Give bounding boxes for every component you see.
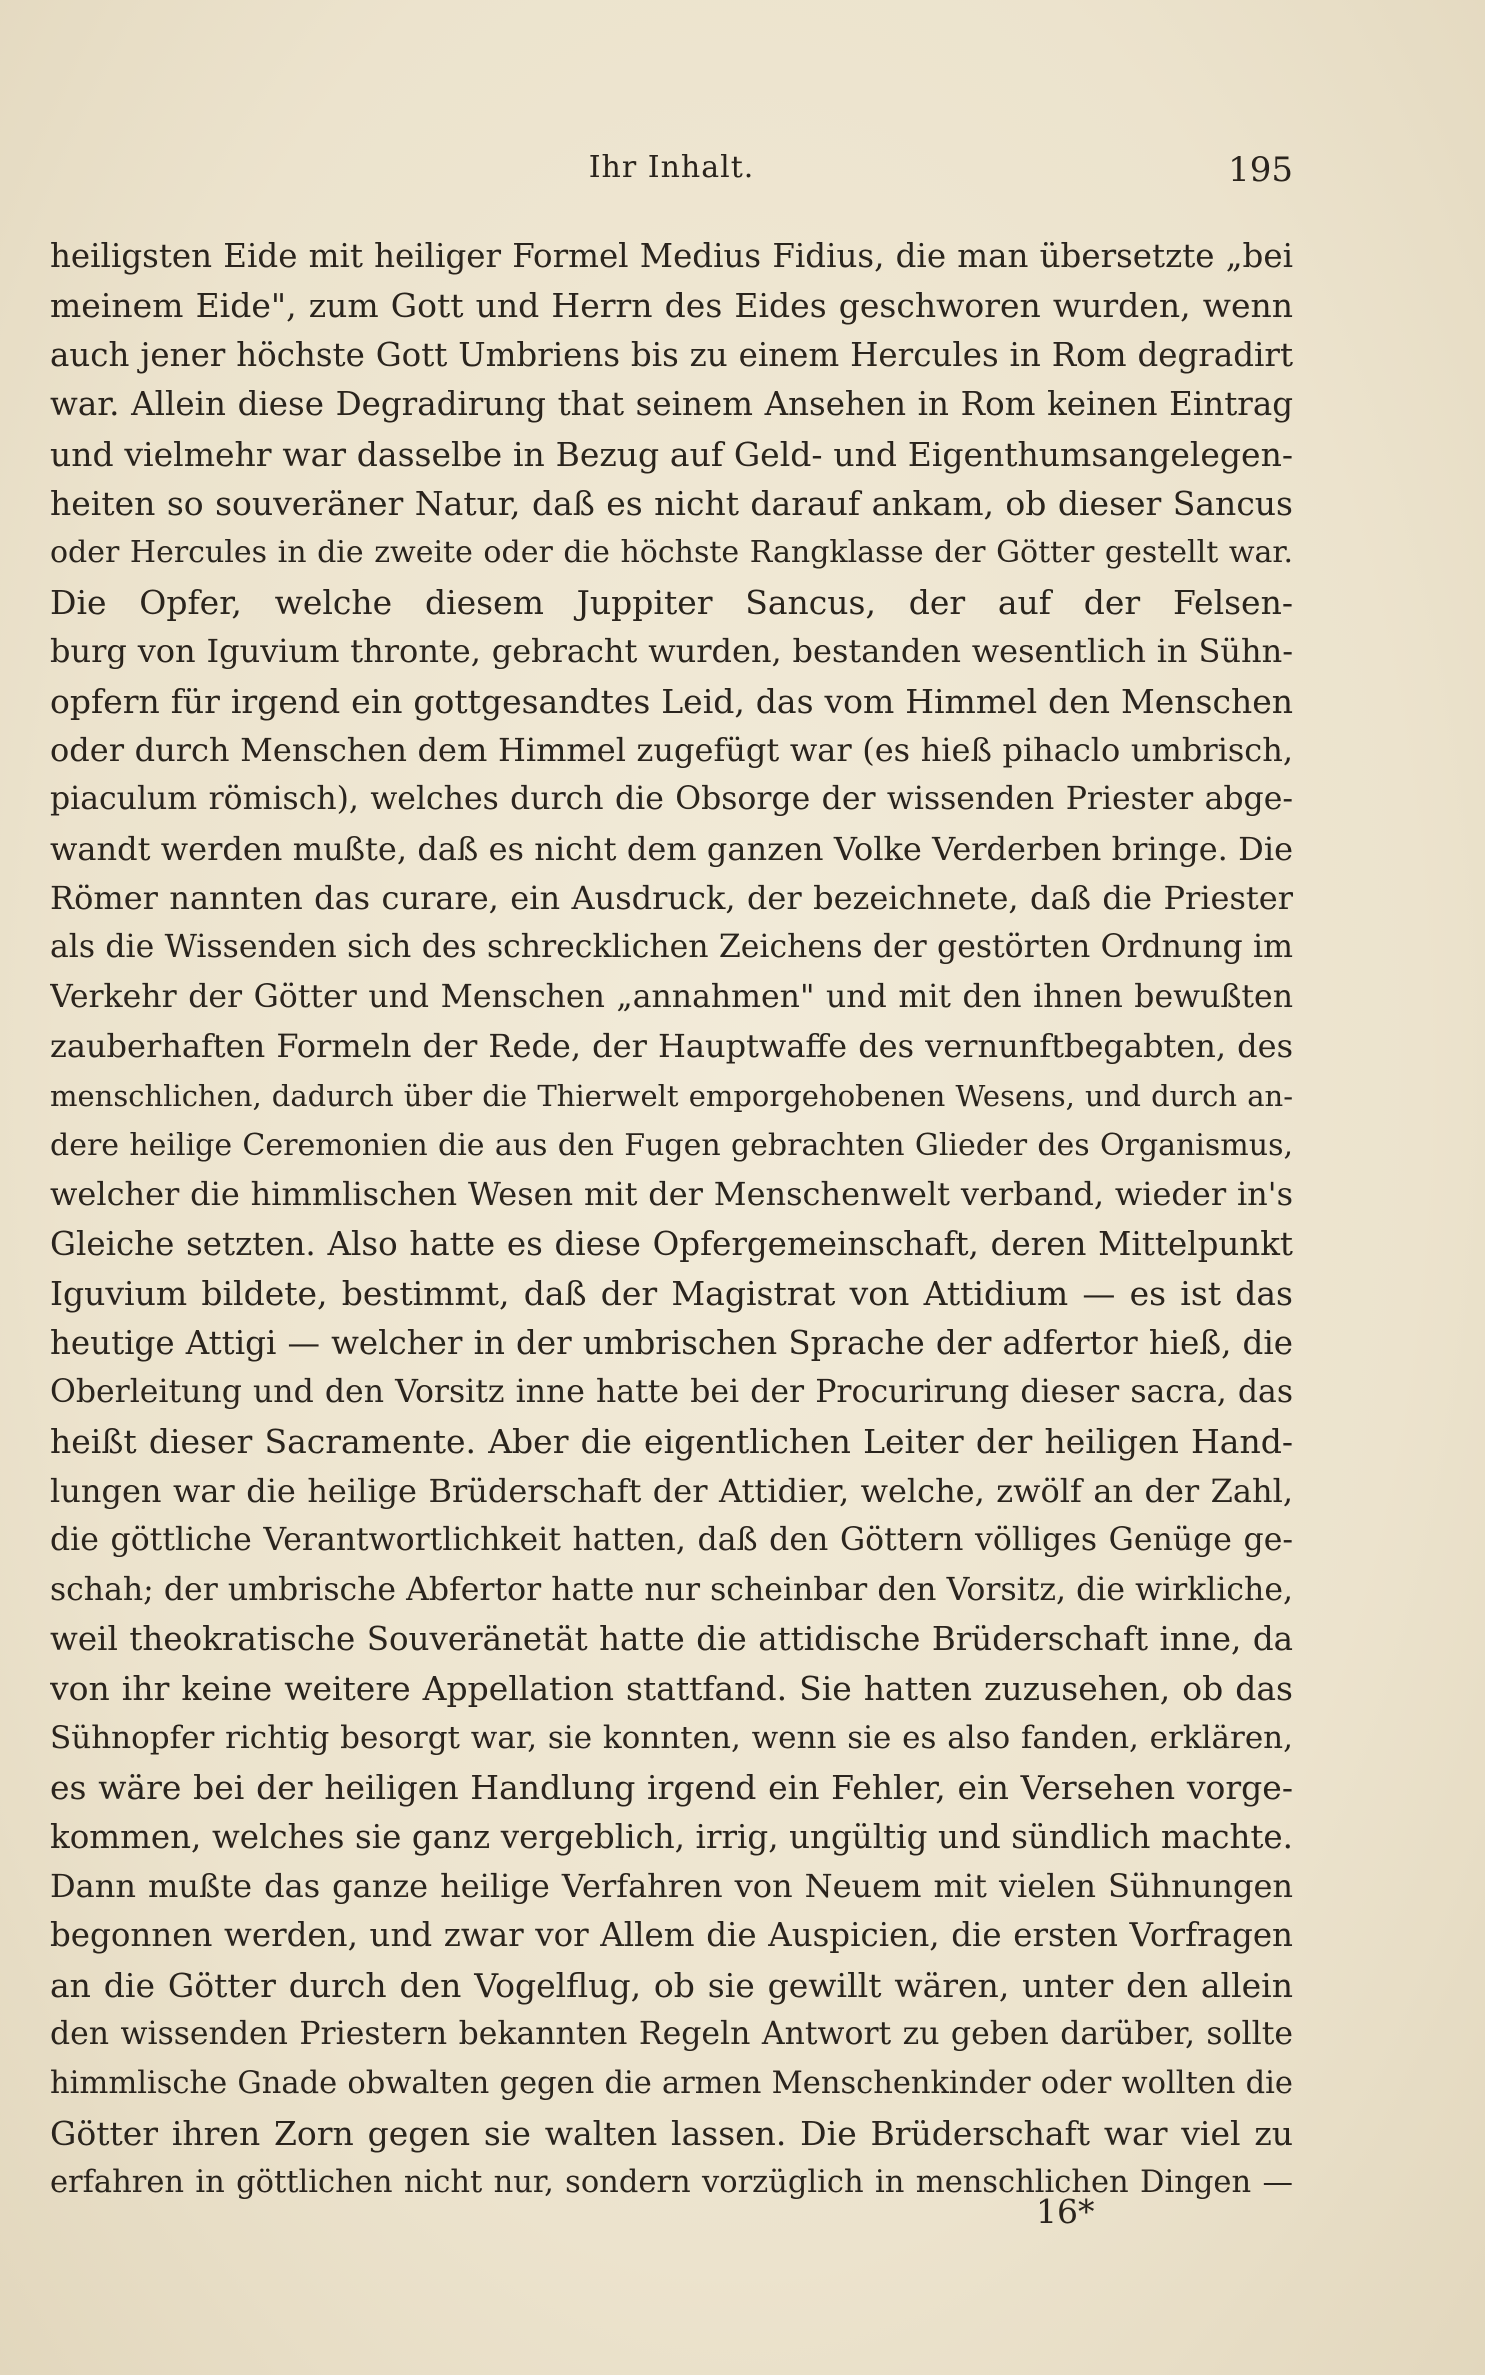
text-line: Die Opfer, welche diesem Juppiter Sancus, der auf der Felsen-	[50, 582, 1293, 622]
text-line: heiligsten Eide mit heiliger Formel Medius Fidius, die man übersetzte „bei	[50, 237, 1293, 275]
text-line: heißt dieser Sacramente. Aber die eigentlichen Leiter der heiligen Hand-	[50, 1422, 1293, 1462]
text-line: dere heilige Ceremonien die aus den Fugen gebrachten Glieder des Organismus,	[50, 1128, 1293, 1164]
page-number: 195	[1228, 150, 1293, 190]
text-line: Oberleitung und den Vorsitz inne hatte bei der Procurirung dieser sacra, das	[50, 1373, 1293, 1410]
text-line: Iguvium bildete, bestimmt, daß der Magistrat von Attidium — es ist das	[50, 1274, 1293, 1314]
text-line: burg von Iguvium thronte, gebracht wurden, bestanden wesentlich in Sühn-	[50, 632, 1293, 671]
text-line: weil theokratische Souveränetät hatte die attidische Brüderschaft inne, da	[50, 1619, 1293, 1658]
text-line: oder Hercules in die zweite oder die höchste Rangklasse der Götter gestellt war.	[50, 535, 1293, 571]
page-header	[50, 150, 1293, 200]
text-line: kommen, welches sie ganz vergeblich, irrig, ungültig und sündlich machte.	[50, 1817, 1293, 1856]
text-line: an die Götter durch den Vogelflug, ob sie gewillt wären, unter den allein	[50, 1965, 1293, 2005]
text-line: piaculum römisch), welches durch die Obsorge der wissenden Priester abge-	[50, 781, 1293, 818]
text-line: lungen war die heilige Brüderschaft der Attidier, welche, zwölf an der Zahl,	[50, 1471, 1293, 1510]
text-line: als die Wissenden sich des schrecklichen Zeichens der gestörten Ordnung im	[50, 929, 1293, 966]
text-line: schah; der umbrische Abfertor hatte nur scheinbar den Vorsitz, die wirkliche,	[50, 1571, 1293, 1608]
text-line: Verkehr der Götter und Menschen „annahmen" und mit den ihnen bewußten	[50, 978, 1293, 1015]
text-line: heutige Attigi — welcher in der umbrischen Sprache der adfertor hieß, die	[50, 1323, 1293, 1362]
text-line: auch jener höchste Gott Umbriens bis zu einem Hercules in Rom degradirt	[50, 335, 1293, 374]
text-line: heiten so souveräner Natur, daß es nicht darauf ankam, ob dieser Sancus	[50, 483, 1293, 523]
text-line: Gleiche setzten. Also hatte es diese Opfergemeinschaft, deren Mittelpunkt	[50, 1224, 1293, 1263]
text-line: von ihr keine weitere Appellation stattfand. Sie hatten zuzusehen, ob das	[50, 1669, 1293, 1709]
body-text	[50, 232, 1293, 2208]
text-line: menschlichen, dadurch über die Thierwelt emporgehobenen Wesens, und durch an-	[50, 1078, 1293, 1113]
text-line: erfahren in göttlichen nicht nur, sondern vorzüglich in menschlichen Dingen —	[50, 2165, 1293, 2201]
text-line: Sühnopfer richtig besorgt war, sie konnten, wenn sie es also fanden, erklären,	[50, 1719, 1293, 1756]
text-line: opfern für irgend ein gottgesandtes Leid, das vom Himmel den Menschen	[50, 681, 1293, 721]
running-head: Ihr Inhalt.	[588, 150, 755, 185]
text-line: und vielmehr war dasselbe in Bezug auf Geld- und Eigenthumsangelegen-	[50, 434, 1293, 474]
text-line: zauberhaften Formeln der Rede, der Hauptwaffe des vernunftbegabten, des	[50, 1027, 1293, 1066]
signature-mark: 16*	[1036, 2192, 1095, 2231]
text-line: die göttliche Verantwortlichkeit hatten, daß den Göttern völliges Genüge ge-	[50, 1522, 1293, 1559]
text-line: Dann mußte das ganze heilige Verfahren von Neuem mit vielen Sühnungen	[50, 1866, 1293, 1905]
text-line: welcher die himmlischen Wesen mit der Menschenwelt verband, wieder in's	[50, 1175, 1293, 1214]
text-line: meinem Eide", zum Gott und Herrn des Eides geschworen wurden, wenn	[50, 286, 1293, 326]
text-line: es wäre bei der heiligen Handlung irgend ein Fehler, ein Versehen vorge-	[50, 1768, 1293, 1808]
text-line: himmlische Gnade obwalten gegen die armen Menschenkinder oder wollten die	[50, 2066, 1293, 2102]
text-line: Götter ihren Zorn gegen sie walten lassen. Die Brüderschaft war viel zu	[50, 2113, 1293, 2153]
text-line: Römer nannten das curare, ein Ausdruck, der bezeichnete, daß die Priester	[50, 879, 1293, 918]
text-line: oder durch Menschen dem Himmel zugefügt war (es hieß pihaclo umbrisch,	[50, 730, 1293, 769]
text-line: den wissenden Priestern bekannten Regeln Antwort zu geben darüber, sollte	[50, 2016, 1293, 2053]
text-line: begonnen werden, und zwar vor Allem die Auspicien, die ersten Vorfragen	[50, 1916, 1293, 1955]
text-line: war. Allein diese Degradirung that seinem Ansehen in Rom keinen Eintrag	[50, 385, 1293, 424]
text-line: wandt werden mußte, daß es nicht dem ganzen Volke Verderben bringe. Die	[50, 829, 1293, 868]
